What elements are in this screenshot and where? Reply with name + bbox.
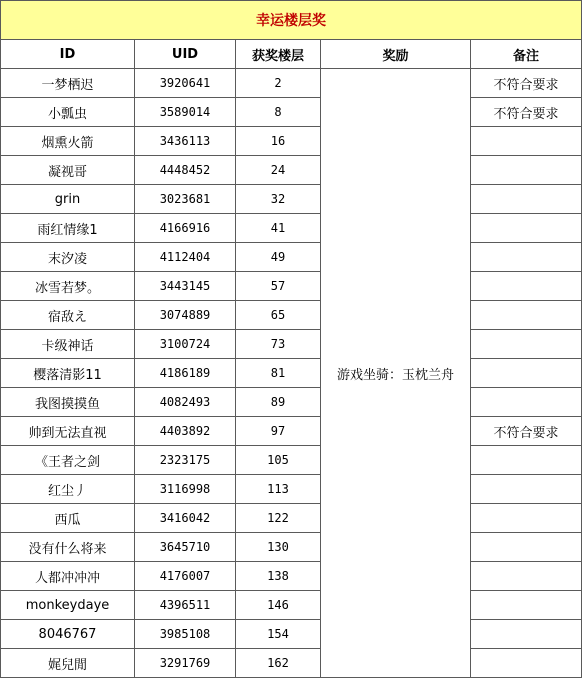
cell-uid: 3291769 [135, 649, 236, 678]
cell-note [471, 301, 582, 330]
cell-floor: 16 [236, 127, 321, 156]
cell-user-id: 卡级神话 [1, 330, 135, 359]
cell-uid: 3100724 [135, 330, 236, 359]
table-row [1, 591, 582, 620]
cell-floor: 162 [236, 649, 321, 678]
cell-floor: 138 [236, 562, 321, 591]
cell-floor: 2 [236, 69, 321, 98]
cell-reward: 游戏坐骑：玉枕兰舟 [321, 69, 471, 678]
table-row [1, 504, 582, 533]
table-row [1, 185, 582, 214]
cell-note [471, 272, 582, 301]
cell-user-id: 西瓜 [1, 504, 135, 533]
cell-uid: 3920641 [135, 69, 236, 98]
cell-uid: 4403892 [135, 417, 236, 446]
cell-uid: 4112404 [135, 243, 236, 272]
cell-floor: 146 [236, 591, 321, 620]
cell-note [471, 156, 582, 185]
cell-user-id: 烟熏火箭 [1, 127, 135, 156]
table-row [1, 330, 582, 359]
cell-floor: 89 [236, 388, 321, 417]
cell-uid: 3436113 [135, 127, 236, 156]
cell-user-id: 樱落清影11 [1, 359, 135, 388]
cell-floor: 113 [236, 475, 321, 504]
cell-floor: 41 [236, 214, 321, 243]
cell-uid: 3589014 [135, 98, 236, 127]
cell-uid: 3116998 [135, 475, 236, 504]
cell-note: 不符合要求 [471, 417, 582, 446]
cell-floor: 97 [236, 417, 321, 446]
cell-user-id: 人都冲冲冲 [1, 562, 135, 591]
table-row [1, 388, 582, 417]
table-row [1, 446, 582, 475]
table-row [1, 649, 582, 678]
cell-note [471, 533, 582, 562]
cell-user-id: 8046767 [1, 620, 135, 649]
cell-user-id: 凝视哥 [1, 156, 135, 185]
table-title: 幸运楼层奖 [1, 1, 582, 40]
cell-uid: 3645710 [135, 533, 236, 562]
table-body [1, 69, 582, 678]
table-row [1, 69, 582, 98]
column-header-floor: 获奖楼层 [236, 40, 321, 69]
table-row [1, 359, 582, 388]
cell-user-id: 冰雪若梦。 [1, 272, 135, 301]
cell-uid: 4396511 [135, 591, 236, 620]
cell-user-id: 一梦栖迟 [1, 69, 135, 98]
cell-user-id: 我图摸摸鱼 [1, 388, 135, 417]
cell-user-id: 雨红情缘1 [1, 214, 135, 243]
cell-note [471, 243, 582, 272]
cell-floor: 65 [236, 301, 321, 330]
cell-floor: 32 [236, 185, 321, 214]
cell-note [471, 330, 582, 359]
cell-note: 不符合要求 [471, 69, 582, 98]
cell-note [471, 591, 582, 620]
cell-note [471, 475, 582, 504]
cell-floor: 81 [236, 359, 321, 388]
cell-uid: 3416042 [135, 504, 236, 533]
cell-floor: 57 [236, 272, 321, 301]
cell-floor: 73 [236, 330, 321, 359]
table-row [1, 272, 582, 301]
table-row [1, 156, 582, 185]
table-row [1, 127, 582, 156]
cell-floor: 105 [236, 446, 321, 475]
cell-user-id: monkeydaye [1, 591, 135, 620]
cell-uid: 3074889 [135, 301, 236, 330]
table-row [1, 417, 582, 446]
cell-uid: 3443145 [135, 272, 236, 301]
column-header-uid: UID [135, 40, 236, 69]
cell-note [471, 504, 582, 533]
cell-note [471, 214, 582, 243]
cell-uid: 2323175 [135, 446, 236, 475]
cell-user-id: grin [1, 185, 135, 214]
cell-uid: 4186189 [135, 359, 236, 388]
cell-user-id: 娓兒閒 [1, 649, 135, 678]
column-header-id: ID [1, 40, 135, 69]
column-header-reward: 奖励 [321, 40, 471, 69]
cell-floor: 154 [236, 620, 321, 649]
table-row [1, 620, 582, 649]
cell-note [471, 359, 582, 388]
cell-user-id: 小瓢虫 [1, 98, 135, 127]
cell-user-id: 帅到无法直视 [1, 417, 135, 446]
cell-note [471, 649, 582, 678]
table-row [1, 243, 582, 272]
cell-uid: 3023681 [135, 185, 236, 214]
cell-note [471, 562, 582, 591]
cell-user-id: 红尘丿 [1, 475, 135, 504]
column-header-note: 备注 [471, 40, 582, 69]
cell-uid: 4166916 [135, 214, 236, 243]
cell-uid: 4082493 [135, 388, 236, 417]
cell-uid: 4448452 [135, 156, 236, 185]
cell-floor: 49 [236, 243, 321, 272]
cell-uid: 3985108 [135, 620, 236, 649]
cell-user-id: 没有什么将来 [1, 533, 135, 562]
table-row [1, 475, 582, 504]
table-row [1, 562, 582, 591]
cell-note [471, 185, 582, 214]
cell-floor: 130 [236, 533, 321, 562]
cell-user-id: 《王者之剑 [1, 446, 135, 475]
table-row [1, 214, 582, 243]
table-row [1, 301, 582, 330]
cell-note [471, 446, 582, 475]
cell-note [471, 127, 582, 156]
cell-note [471, 620, 582, 649]
table-row [1, 98, 582, 127]
cell-floor: 122 [236, 504, 321, 533]
cell-note: 不符合要求 [471, 98, 582, 127]
cell-user-id: 末汐凌 [1, 243, 135, 272]
table-row [1, 533, 582, 562]
cell-user-id: 宿敌え [1, 301, 135, 330]
cell-note [471, 388, 582, 417]
cell-floor: 8 [236, 98, 321, 127]
cell-uid: 4176007 [135, 562, 236, 591]
cell-floor: 24 [236, 156, 321, 185]
